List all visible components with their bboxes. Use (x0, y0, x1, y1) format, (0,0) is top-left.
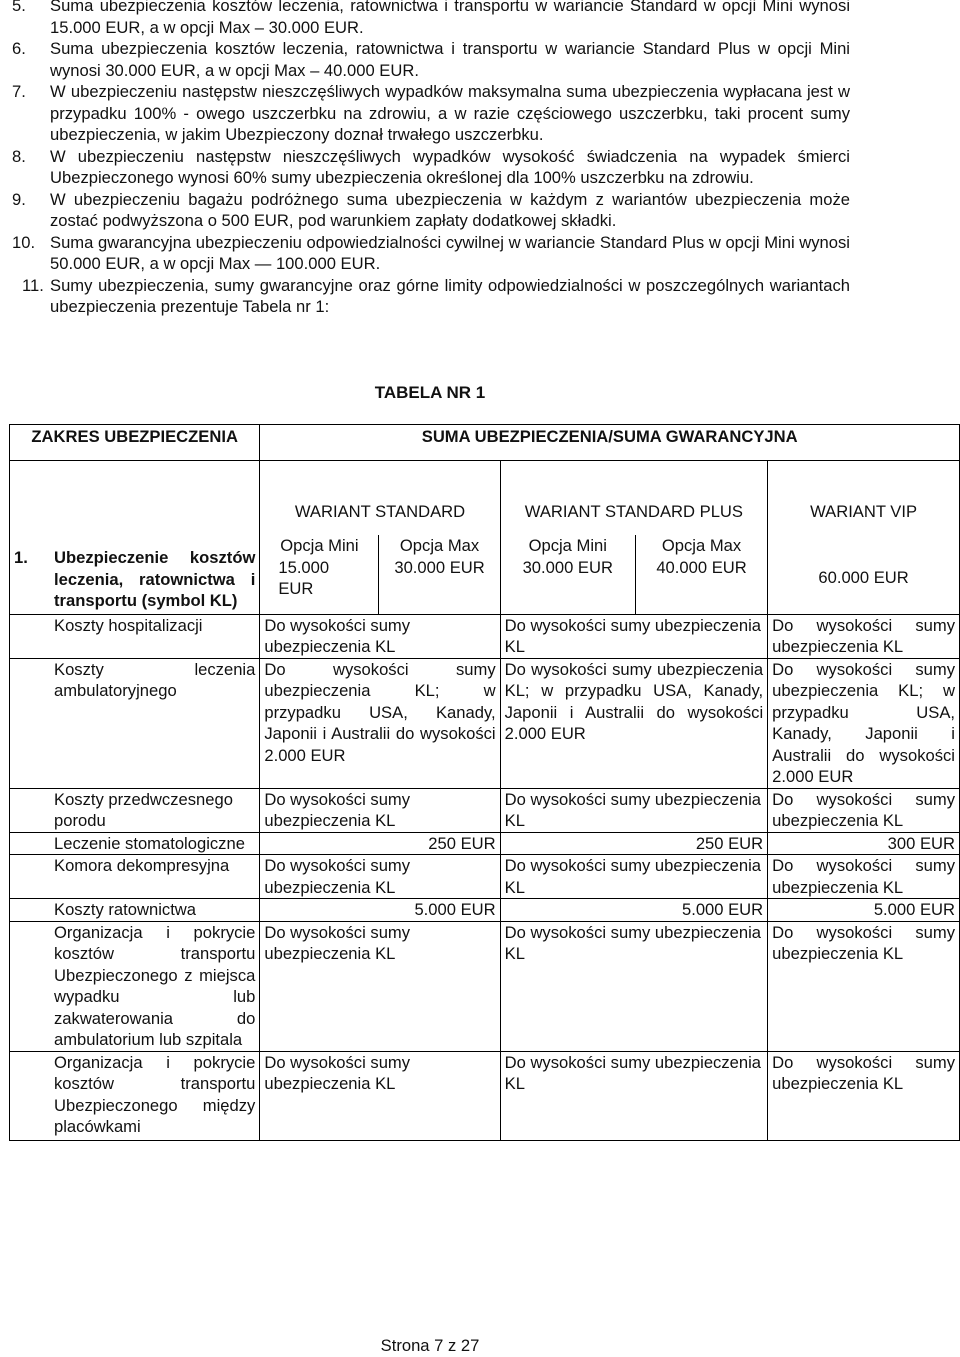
list-number: 8. (12, 146, 26, 166)
row-label: Komora dekompresyjna (10, 855, 260, 899)
list-text: Suma gwarancyjna ubezpieczeniu odpowiedzialności cywilnej w wariancie Standard Plus w opcji Mini wynosi 50.000 EUR, a w opcji Max — 100.000 EUR. (50, 232, 850, 273)
section-1-label (10, 461, 260, 615)
list-text: Sumy ubezpieczenia, sumy gwarancyjne oraz górne limity odpowiedzialności w poszczególnych wariantach ubezpieczenia prezentuje Tabela nr 1: (50, 275, 850, 316)
list-text: Suma ubezpieczenia kosztów leczenia, ratownictwa i transportu w wariancie Standard Plus w opcji Mini wynosi 30.000 EUR, a w opcji Max – 40.000 EUR. (50, 39, 850, 80)
row-plus-value: Do wysokości sumy ubezpieczenia KL (500, 855, 768, 899)
sec1-vip-value: 60.000 EUR (818, 567, 909, 587)
coverage-table (9, 424, 960, 1141)
variant-standard: WARIANT STANDARD (260, 461, 500, 536)
plus-max-cell (635, 535, 767, 614)
row-vip-value: Do wysokości sumy ubezpieczenia KL (768, 788, 960, 832)
list-item (10, 81, 850, 146)
section-1-row (10, 461, 960, 536)
list-item (10, 189, 850, 232)
list-item (10, 275, 850, 318)
row-label: Koszty leczenia ambulatoryjnego (10, 658, 260, 788)
row-vip-value: Do wysokości sumy ubezpieczenia KL (768, 921, 960, 1051)
std-max-cell (379, 535, 500, 614)
row-plus-value: Do wysokości sumy ubezpieczenia KL; w przypadku USA, Kanady, Japonii i Australii do wysokości 2.000 EUR (500, 658, 768, 788)
list-number: 11. (22, 275, 44, 295)
list-text: W ubezpieczeniu następstw nieszczęśliwych wypadków wysokość świadczenia na wypadek śmierci Ubezpieczonego wynosi 60% sumy ubezpieczenia określonej dla 100% uszczerbku na zdrowiu. (50, 146, 850, 187)
list-item (10, 38, 850, 81)
row-vip-value: Do wysokości sumy ubezpieczenia KL (768, 1051, 960, 1140)
option-max-label: Opcja Max (661, 536, 742, 556)
table-row (10, 788, 960, 832)
row-standard-value: Do wysokości sumy ubezpieczenia KL (260, 855, 500, 899)
sec1-plus-mini: 30.000 EUR (522, 557, 613, 577)
row-plus-value: Do wysokości sumy ubezpieczenia KL (500, 614, 768, 658)
row-vip-value: Do wysokości sumy ubezpieczenia KL; w przypadku USA, Kanady, Japonii i Australii do wysokości 2.000 EUR (768, 658, 960, 788)
row-standard-value: Do wysokości sumy ubezpieczenia KL (260, 921, 500, 1051)
table-row (10, 855, 960, 899)
table-row (10, 1051, 960, 1140)
row-standard-value: Do wysokości sumy ubezpieczenia KL (260, 788, 500, 832)
header-sum: SUMA UBEZPIECZENIA/SUMA GWARANCYJNA (260, 425, 960, 461)
header-scope: ZAKRES UBEZPIECZENIA (10, 425, 260, 461)
list-number: 5. (12, 0, 26, 15)
variant-vip: WARIANT VIP (810, 502, 918, 521)
list-text: W ubezpieczeniu bagażu podróżnego suma ubezpieczenia w każdym z wariantów ubezpieczenia może zostać podwyższona o 500 EUR, pod warunkiem zapłaty dodatkowej składki. (50, 189, 850, 230)
list-item (10, 146, 850, 189)
table-row (10, 614, 960, 658)
section-title: Ubezpieczenie kosztów leczenia, ratownictwa i transportu (symbol KL) (54, 548, 256, 610)
table-row (10, 921, 960, 1051)
row-plus-value: 250 EUR (500, 832, 768, 855)
page-number: Strona 7 z 27 (380, 1336, 480, 1355)
list-text: Suma ubezpieczenia kosztów leczenia, ratownictwa i transportu w wariancie Standard w opcji Mini wynosi 15.000 EUR, a w opcji Max – 30.000 EUR. (50, 0, 850, 37)
row-label: Koszty ratownictwa (10, 899, 260, 922)
sec1-std-mini: 15.000 EUR (278, 557, 330, 599)
row-label: Leczenie stomatologiczne (10, 832, 260, 855)
list-number: 7. (12, 82, 26, 101)
row-plus-value: Do wysokości sumy ubezpieczenia KL (500, 1051, 768, 1140)
numbered-list (10, 0, 850, 318)
list-item (10, 0, 850, 38)
row-vip-value: Do wysokości sumy ubezpieczenia KL (768, 855, 960, 899)
table-row (10, 832, 960, 855)
list-text: W ubezpieczeniu następstw nieszczęśliwych wypadków maksymalna suma ubezpieczenia wypłacana jest w przypadku 100% - owego uszczerbku na zdrowiu, a w razie częściowego uszczerbku, taki procent sumy ubezpieczenia, w jakim Ubezpieczony doznał trwałego uszczerbku. (50, 82, 850, 144)
row-plus-value: 5.000 EUR (500, 899, 768, 922)
row-label: Koszty hospitalizacji (10, 614, 260, 658)
variant-vip-cell (768, 461, 960, 615)
row-standard-value: Do wysokości sumy ubezpieczenia KL (260, 614, 500, 658)
list-item (10, 232, 850, 275)
sec1-std-max: 30.000 EUR (394, 557, 485, 577)
row-vip-value: 300 EUR (768, 832, 960, 855)
row-label: Koszty przedwczesnego porodu (10, 788, 260, 832)
row-standard-value: 5.000 EUR (260, 899, 500, 922)
row-label: Organizacja i pokrycie kosztów transportu Ubezpieczonego z miejsca wypadku lub zakwaterowania do ambulatorium lub szpitala (10, 921, 260, 1051)
option-mini-label: Opcja Mini (280, 536, 359, 556)
section-number: 1. (14, 548, 28, 567)
option-max-label: Opcja Max (399, 536, 480, 556)
row-plus-value: Do wysokości sumy ubezpieczenia KL (500, 921, 768, 1051)
option-mini-label: Opcja Mini (528, 536, 607, 556)
plus-mini-cell (500, 535, 635, 614)
table-row (10, 899, 960, 922)
table-header-row (10, 425, 960, 461)
row-standard-value: Do wysokości sumy ubezpieczenia KL (260, 1051, 500, 1140)
row-vip-value: 5.000 EUR (768, 899, 960, 922)
list-number: 6. (12, 39, 26, 58)
variant-standard-plus: WARIANT STANDARD PLUS (500, 461, 768, 536)
std-mini-cell (260, 535, 379, 614)
list-number: 9. (12, 189, 26, 209)
list-number: 10. (12, 232, 36, 252)
table-row (10, 658, 960, 788)
row-standard-value: 250 EUR (260, 832, 500, 855)
row-plus-value: Do wysokości sumy ubezpieczenia KL (500, 788, 768, 832)
row-label: Organizacja i pokrycie kosztów transportu Ubezpieczonego między placówkami (10, 1051, 260, 1140)
table-title: TABELA NR 1 (374, 383, 486, 402)
row-vip-value: Do wysokości sumy ubezpieczenia KL (768, 614, 960, 658)
sec1-plus-max: 40.000 EUR (656, 557, 747, 577)
row-standard-value: Do wysokości sumy ubezpieczenia KL; w przypadku USA, Kanady, Japonii i Australii do wysokości 2.000 EUR (260, 658, 500, 788)
